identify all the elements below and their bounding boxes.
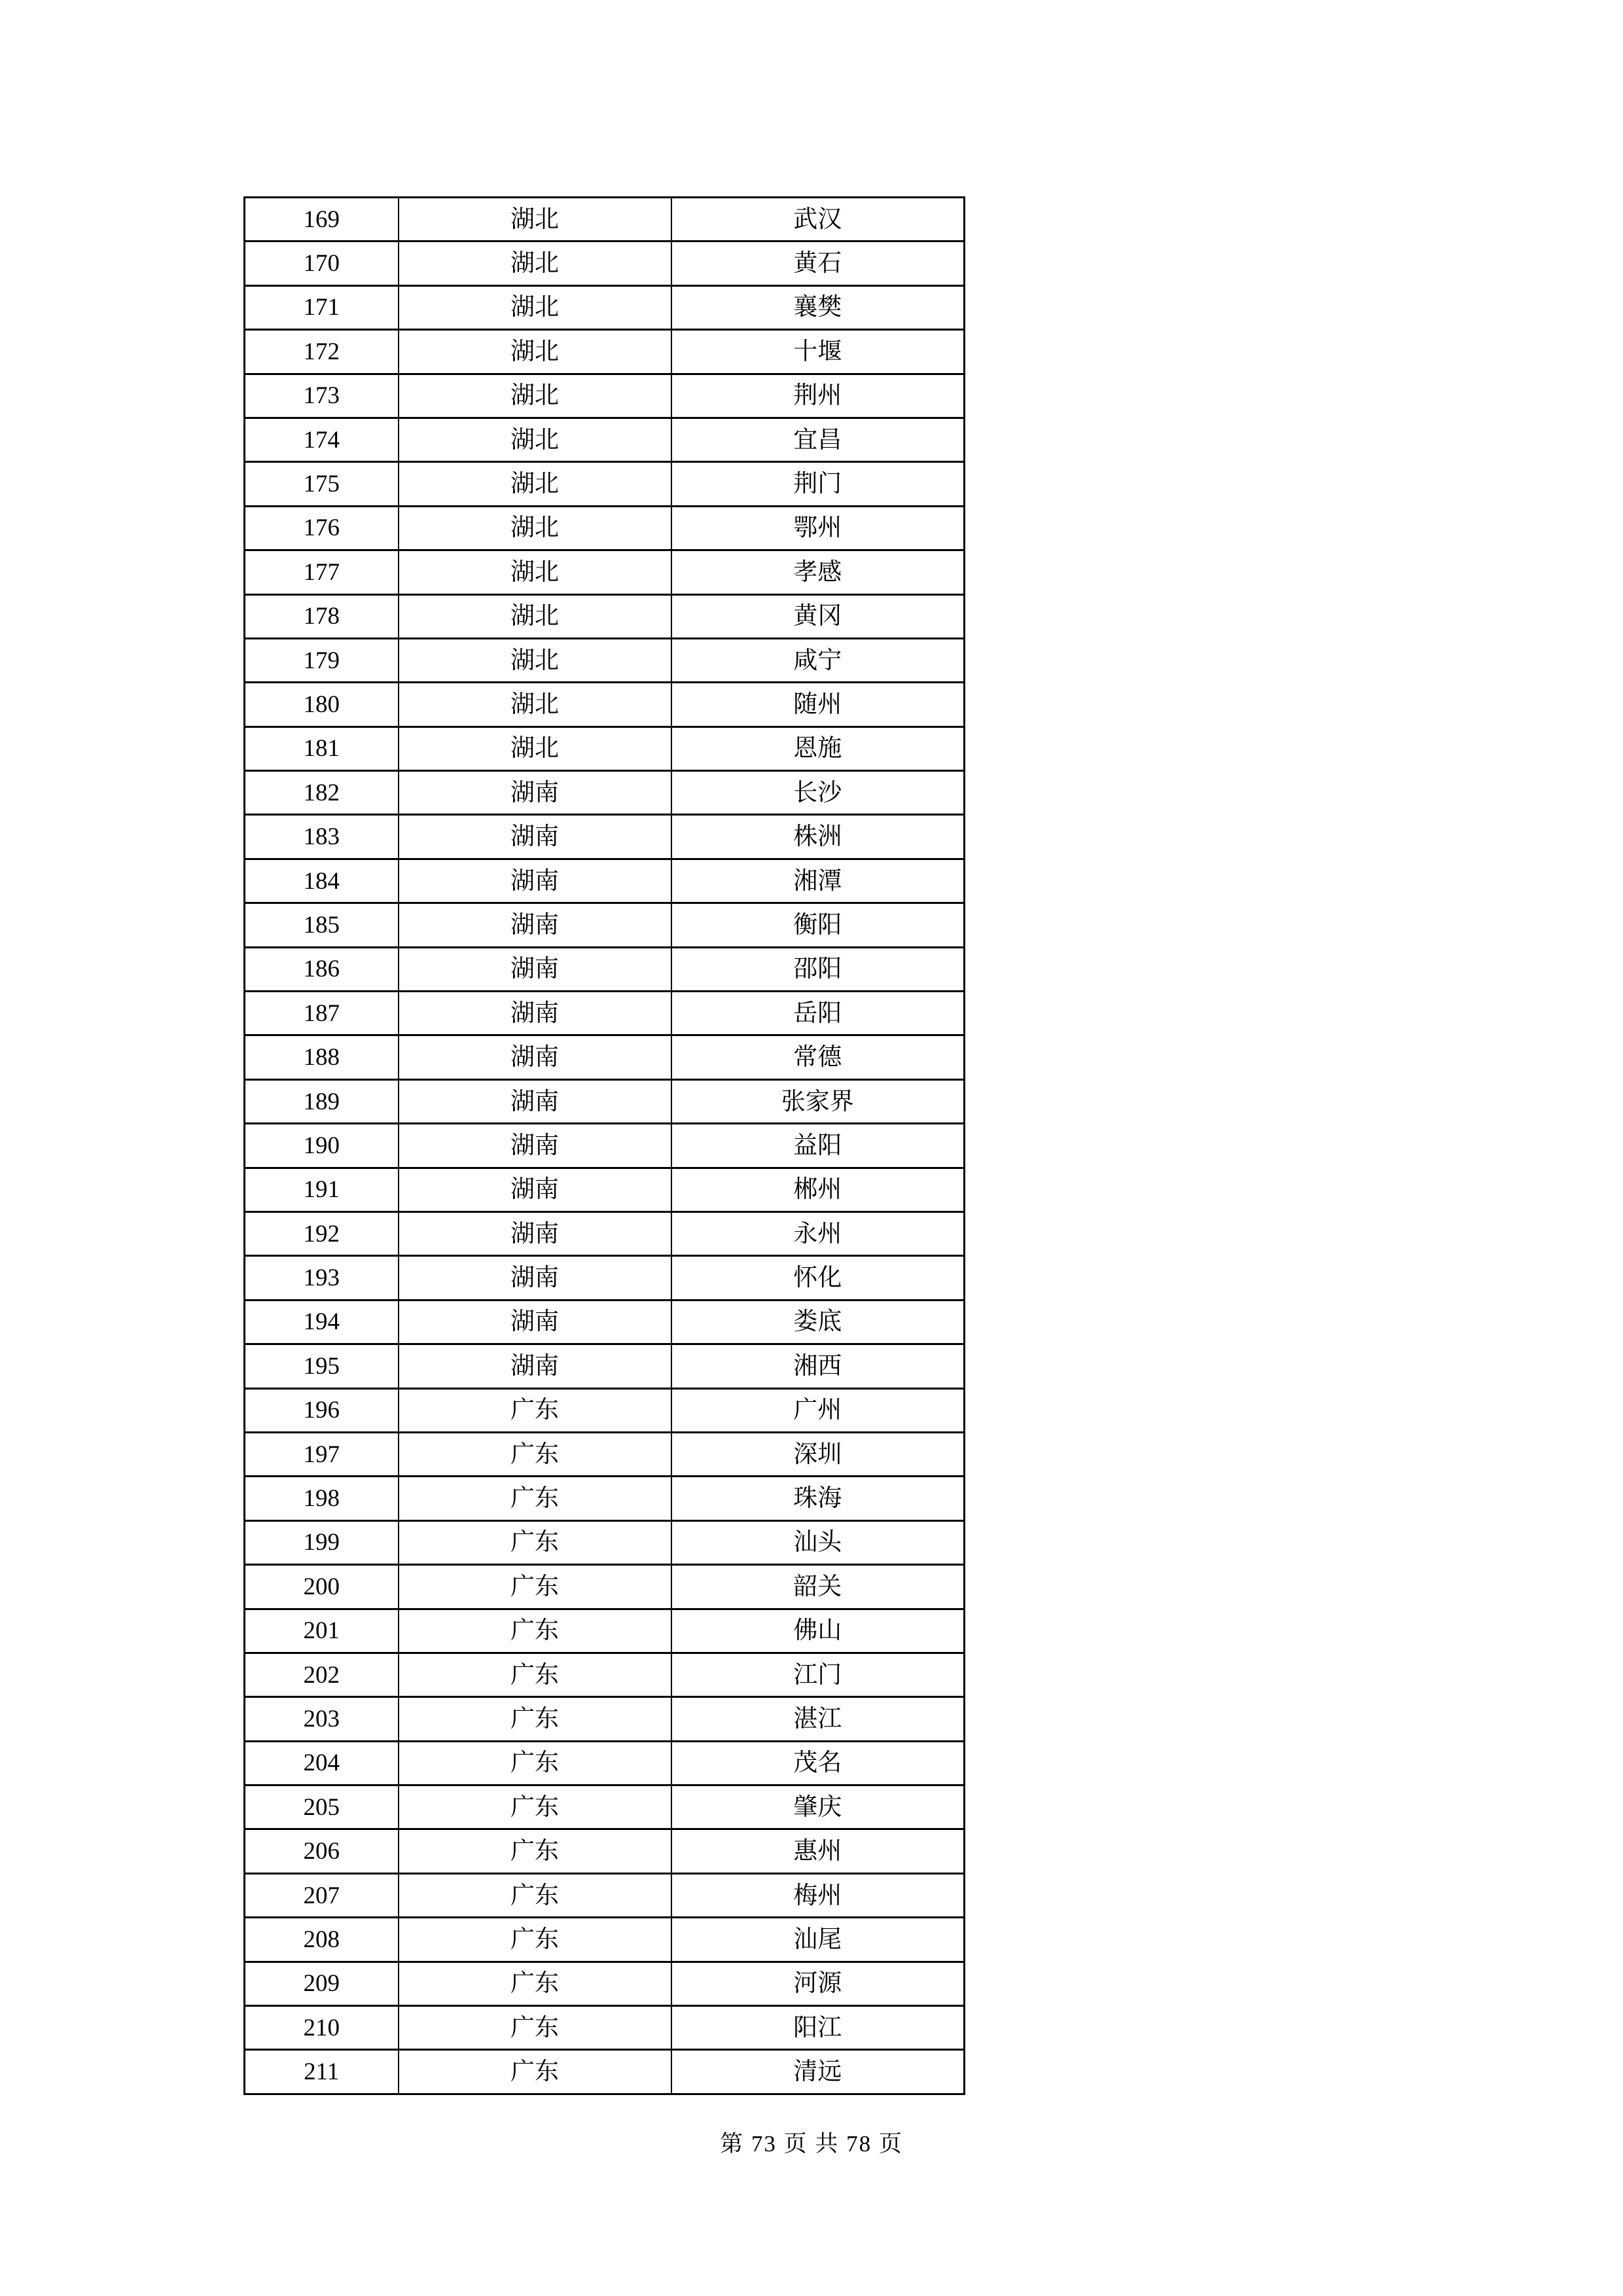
table-row — [245, 330, 965, 374]
table-row — [245, 1785, 965, 1829]
province-cell: 广东 — [399, 1477, 671, 1520]
province-cell: 广东 — [399, 1741, 671, 1785]
row-number-cell: 173 — [245, 374, 399, 418]
city-cell: 郴州 — [671, 1168, 965, 1211]
table-row — [245, 1124, 965, 1168]
province-cell: 湖南 — [399, 1211, 671, 1255]
row-number-cell: 186 — [245, 947, 399, 991]
table-row — [245, 726, 965, 770]
province-cell: 湖南 — [399, 771, 671, 815]
table-row — [245, 1829, 965, 1873]
city-cell: 邵阳 — [671, 947, 965, 991]
city-cell: 阳江 — [671, 2006, 965, 2050]
row-number-cell: 179 — [245, 638, 399, 682]
province-cell: 湖南 — [399, 815, 671, 859]
table-row — [245, 506, 965, 550]
row-number-cell: 207 — [245, 1873, 399, 1917]
province-cell: 广东 — [399, 1873, 671, 1917]
province-cell: 湖南 — [399, 1079, 671, 1123]
city-cell: 汕尾 — [671, 1918, 965, 1962]
row-number-cell: 202 — [245, 1653, 399, 1696]
table-row — [245, 242, 965, 285]
city-cell: 永州 — [671, 1211, 965, 1255]
city-cell: 益阳 — [671, 1124, 965, 1168]
row-number-cell: 197 — [245, 1432, 399, 1476]
city-cell: 荆门 — [671, 462, 965, 506]
province-cell: 湖北 — [399, 726, 671, 770]
city-cell: 韶关 — [671, 1565, 965, 1609]
city-cell: 荆州 — [671, 374, 965, 418]
province-cell: 湖北 — [399, 638, 671, 682]
table-row — [245, 683, 965, 726]
province-cell: 广东 — [399, 2006, 671, 2050]
province-cell: 湖北 — [399, 462, 671, 506]
row-number-cell: 184 — [245, 859, 399, 903]
row-number-cell: 183 — [245, 815, 399, 859]
table-row — [245, 859, 965, 903]
row-number-cell: 193 — [245, 1256, 399, 1300]
row-number-cell: 195 — [245, 1344, 399, 1388]
row-number-cell: 208 — [245, 1918, 399, 1962]
table-row — [245, 1697, 965, 1741]
city-cell: 湘西 — [671, 1344, 965, 1388]
city-cell: 江门 — [671, 1653, 965, 1696]
city-cell: 珠海 — [671, 1477, 965, 1520]
city-cell: 怀化 — [671, 1256, 965, 1300]
city-cell: 梅州 — [671, 1873, 965, 1917]
city-cell: 张家界 — [671, 1079, 965, 1123]
row-number-cell: 187 — [245, 992, 399, 1035]
row-number-cell: 206 — [245, 1829, 399, 1873]
province-cell: 湖南 — [399, 1124, 671, 1168]
row-number-cell: 210 — [245, 2006, 399, 2050]
province-cell: 湖北 — [399, 506, 671, 550]
row-number-cell: 190 — [245, 1124, 399, 1168]
province-cell: 广东 — [399, 1565, 671, 1609]
city-table — [243, 196, 965, 2095]
province-cell: 广东 — [399, 1785, 671, 1829]
table-row — [245, 1079, 965, 1123]
province-cell: 湖北 — [399, 418, 671, 461]
table-row — [245, 1962, 965, 2005]
table-row — [245, 285, 965, 329]
table-row — [245, 462, 965, 506]
row-number-cell: 203 — [245, 1697, 399, 1741]
row-number-cell: 177 — [245, 550, 399, 594]
row-number-cell: 192 — [245, 1211, 399, 1255]
city-cell: 十堰 — [671, 330, 965, 374]
row-number-cell: 211 — [245, 2050, 399, 2094]
row-number-cell: 205 — [245, 1785, 399, 1829]
table-row — [245, 374, 965, 418]
province-cell: 广东 — [399, 2050, 671, 2094]
table-row — [245, 815, 965, 859]
city-cell: 娄底 — [671, 1300, 965, 1344]
table-row — [245, 1653, 965, 1696]
province-cell: 广东 — [399, 1697, 671, 1741]
table-row — [245, 1565, 965, 1609]
city-cell: 孝感 — [671, 550, 965, 594]
province-cell: 湖南 — [399, 1344, 671, 1388]
row-number-cell: 185 — [245, 903, 399, 947]
row-number-cell: 174 — [245, 418, 399, 461]
city-cell: 深圳 — [671, 1432, 965, 1476]
city-cell: 襄樊 — [671, 285, 965, 329]
table-row — [245, 2006, 965, 2050]
province-cell: 湖南 — [399, 947, 671, 991]
city-cell: 鄂州 — [671, 506, 965, 550]
table-row — [245, 947, 965, 991]
table-row — [245, 1388, 965, 1432]
row-number-cell: 169 — [245, 198, 399, 242]
table-row — [245, 1035, 965, 1079]
row-number-cell: 194 — [245, 1300, 399, 1344]
province-cell: 湖北 — [399, 374, 671, 418]
province-cell: 湖北 — [399, 683, 671, 726]
page-footer: 第 73 页 共 78 页 — [720, 2131, 903, 2157]
province-cell: 广东 — [399, 1520, 671, 1564]
table-row — [245, 638, 965, 682]
city-cell: 清远 — [671, 2050, 965, 2094]
province-cell: 湖南 — [399, 1256, 671, 1300]
city-cell: 常德 — [671, 1035, 965, 1079]
province-cell: 湖南 — [399, 903, 671, 947]
row-number-cell: 196 — [245, 1388, 399, 1432]
row-number-cell: 199 — [245, 1520, 399, 1564]
table-row — [245, 992, 965, 1035]
table-row — [245, 594, 965, 638]
city-cell: 汕头 — [671, 1520, 965, 1564]
row-number-cell: 209 — [245, 1962, 399, 2005]
row-number-cell: 171 — [245, 285, 399, 329]
city-cell: 长沙 — [671, 771, 965, 815]
city-cell: 株洲 — [671, 815, 965, 859]
row-number-cell: 198 — [245, 1477, 399, 1520]
province-cell: 湖南 — [399, 1168, 671, 1211]
table-row — [245, 1520, 965, 1564]
row-number-cell: 180 — [245, 683, 399, 726]
province-cell: 湖北 — [399, 550, 671, 594]
row-number-cell: 176 — [245, 506, 399, 550]
province-cell: 广东 — [399, 1918, 671, 1962]
row-number-cell: 200 — [245, 1565, 399, 1609]
city-cell: 惠州 — [671, 1829, 965, 1873]
city-cell: 河源 — [671, 1962, 965, 2005]
row-number-cell: 182 — [245, 771, 399, 815]
province-cell: 湖南 — [399, 992, 671, 1035]
province-cell: 广东 — [399, 1388, 671, 1432]
city-cell: 湘潭 — [671, 859, 965, 903]
city-cell: 衡阳 — [671, 903, 965, 947]
city-cell: 恩施 — [671, 726, 965, 770]
city-cell: 佛山 — [671, 1609, 965, 1653]
row-number-cell: 170 — [245, 242, 399, 285]
province-cell: 广东 — [399, 1432, 671, 1476]
row-number-cell: 204 — [245, 1741, 399, 1785]
province-cell: 湖北 — [399, 285, 671, 329]
row-number-cell: 191 — [245, 1168, 399, 1211]
table-row — [245, 903, 965, 947]
table-row — [245, 1918, 965, 1962]
province-cell: 湖南 — [399, 1300, 671, 1344]
city-cell: 茂名 — [671, 1741, 965, 1785]
province-cell: 广东 — [399, 1962, 671, 2005]
city-cell: 宜昌 — [671, 418, 965, 461]
row-number-cell: 181 — [245, 726, 399, 770]
table-row — [245, 1344, 965, 1388]
city-cell: 岳阳 — [671, 992, 965, 1035]
table-row — [245, 1432, 965, 1476]
city-cell: 随州 — [671, 683, 965, 726]
table-row — [245, 1741, 965, 1785]
city-cell: 黄冈 — [671, 594, 965, 638]
row-number-cell: 172 — [245, 330, 399, 374]
table-row — [245, 550, 965, 594]
province-cell: 广东 — [399, 1829, 671, 1873]
province-cell: 湖北 — [399, 330, 671, 374]
row-number-cell: 178 — [245, 594, 399, 638]
table-row — [245, 2050, 965, 2094]
table-row — [245, 1168, 965, 1211]
table-body — [245, 198, 965, 2094]
city-cell: 咸宁 — [671, 638, 965, 682]
province-cell: 湖北 — [399, 594, 671, 638]
province-cell: 湖南 — [399, 1035, 671, 1079]
table-row — [245, 1300, 965, 1344]
province-cell: 湖北 — [399, 242, 671, 285]
city-cell: 湛江 — [671, 1697, 965, 1741]
row-number-cell: 188 — [245, 1035, 399, 1079]
row-number-cell: 189 — [245, 1079, 399, 1123]
city-cell: 武汉 — [671, 198, 965, 242]
table-row — [245, 418, 965, 461]
province-cell: 广东 — [399, 1609, 671, 1653]
table-row — [245, 1211, 965, 1255]
table-row — [245, 771, 965, 815]
table-row — [245, 1609, 965, 1653]
table-row — [245, 198, 965, 242]
province-cell: 湖南 — [399, 859, 671, 903]
table-row — [245, 1256, 965, 1300]
table-row — [245, 1873, 965, 1917]
table-row — [245, 1477, 965, 1520]
city-cell: 广州 — [671, 1388, 965, 1432]
city-cell: 肇庆 — [671, 1785, 965, 1829]
city-cell: 黄石 — [671, 242, 965, 285]
province-cell: 广东 — [399, 1653, 671, 1696]
row-number-cell: 201 — [245, 1609, 399, 1653]
province-cell: 湖北 — [399, 198, 671, 242]
row-number-cell: 175 — [245, 462, 399, 506]
